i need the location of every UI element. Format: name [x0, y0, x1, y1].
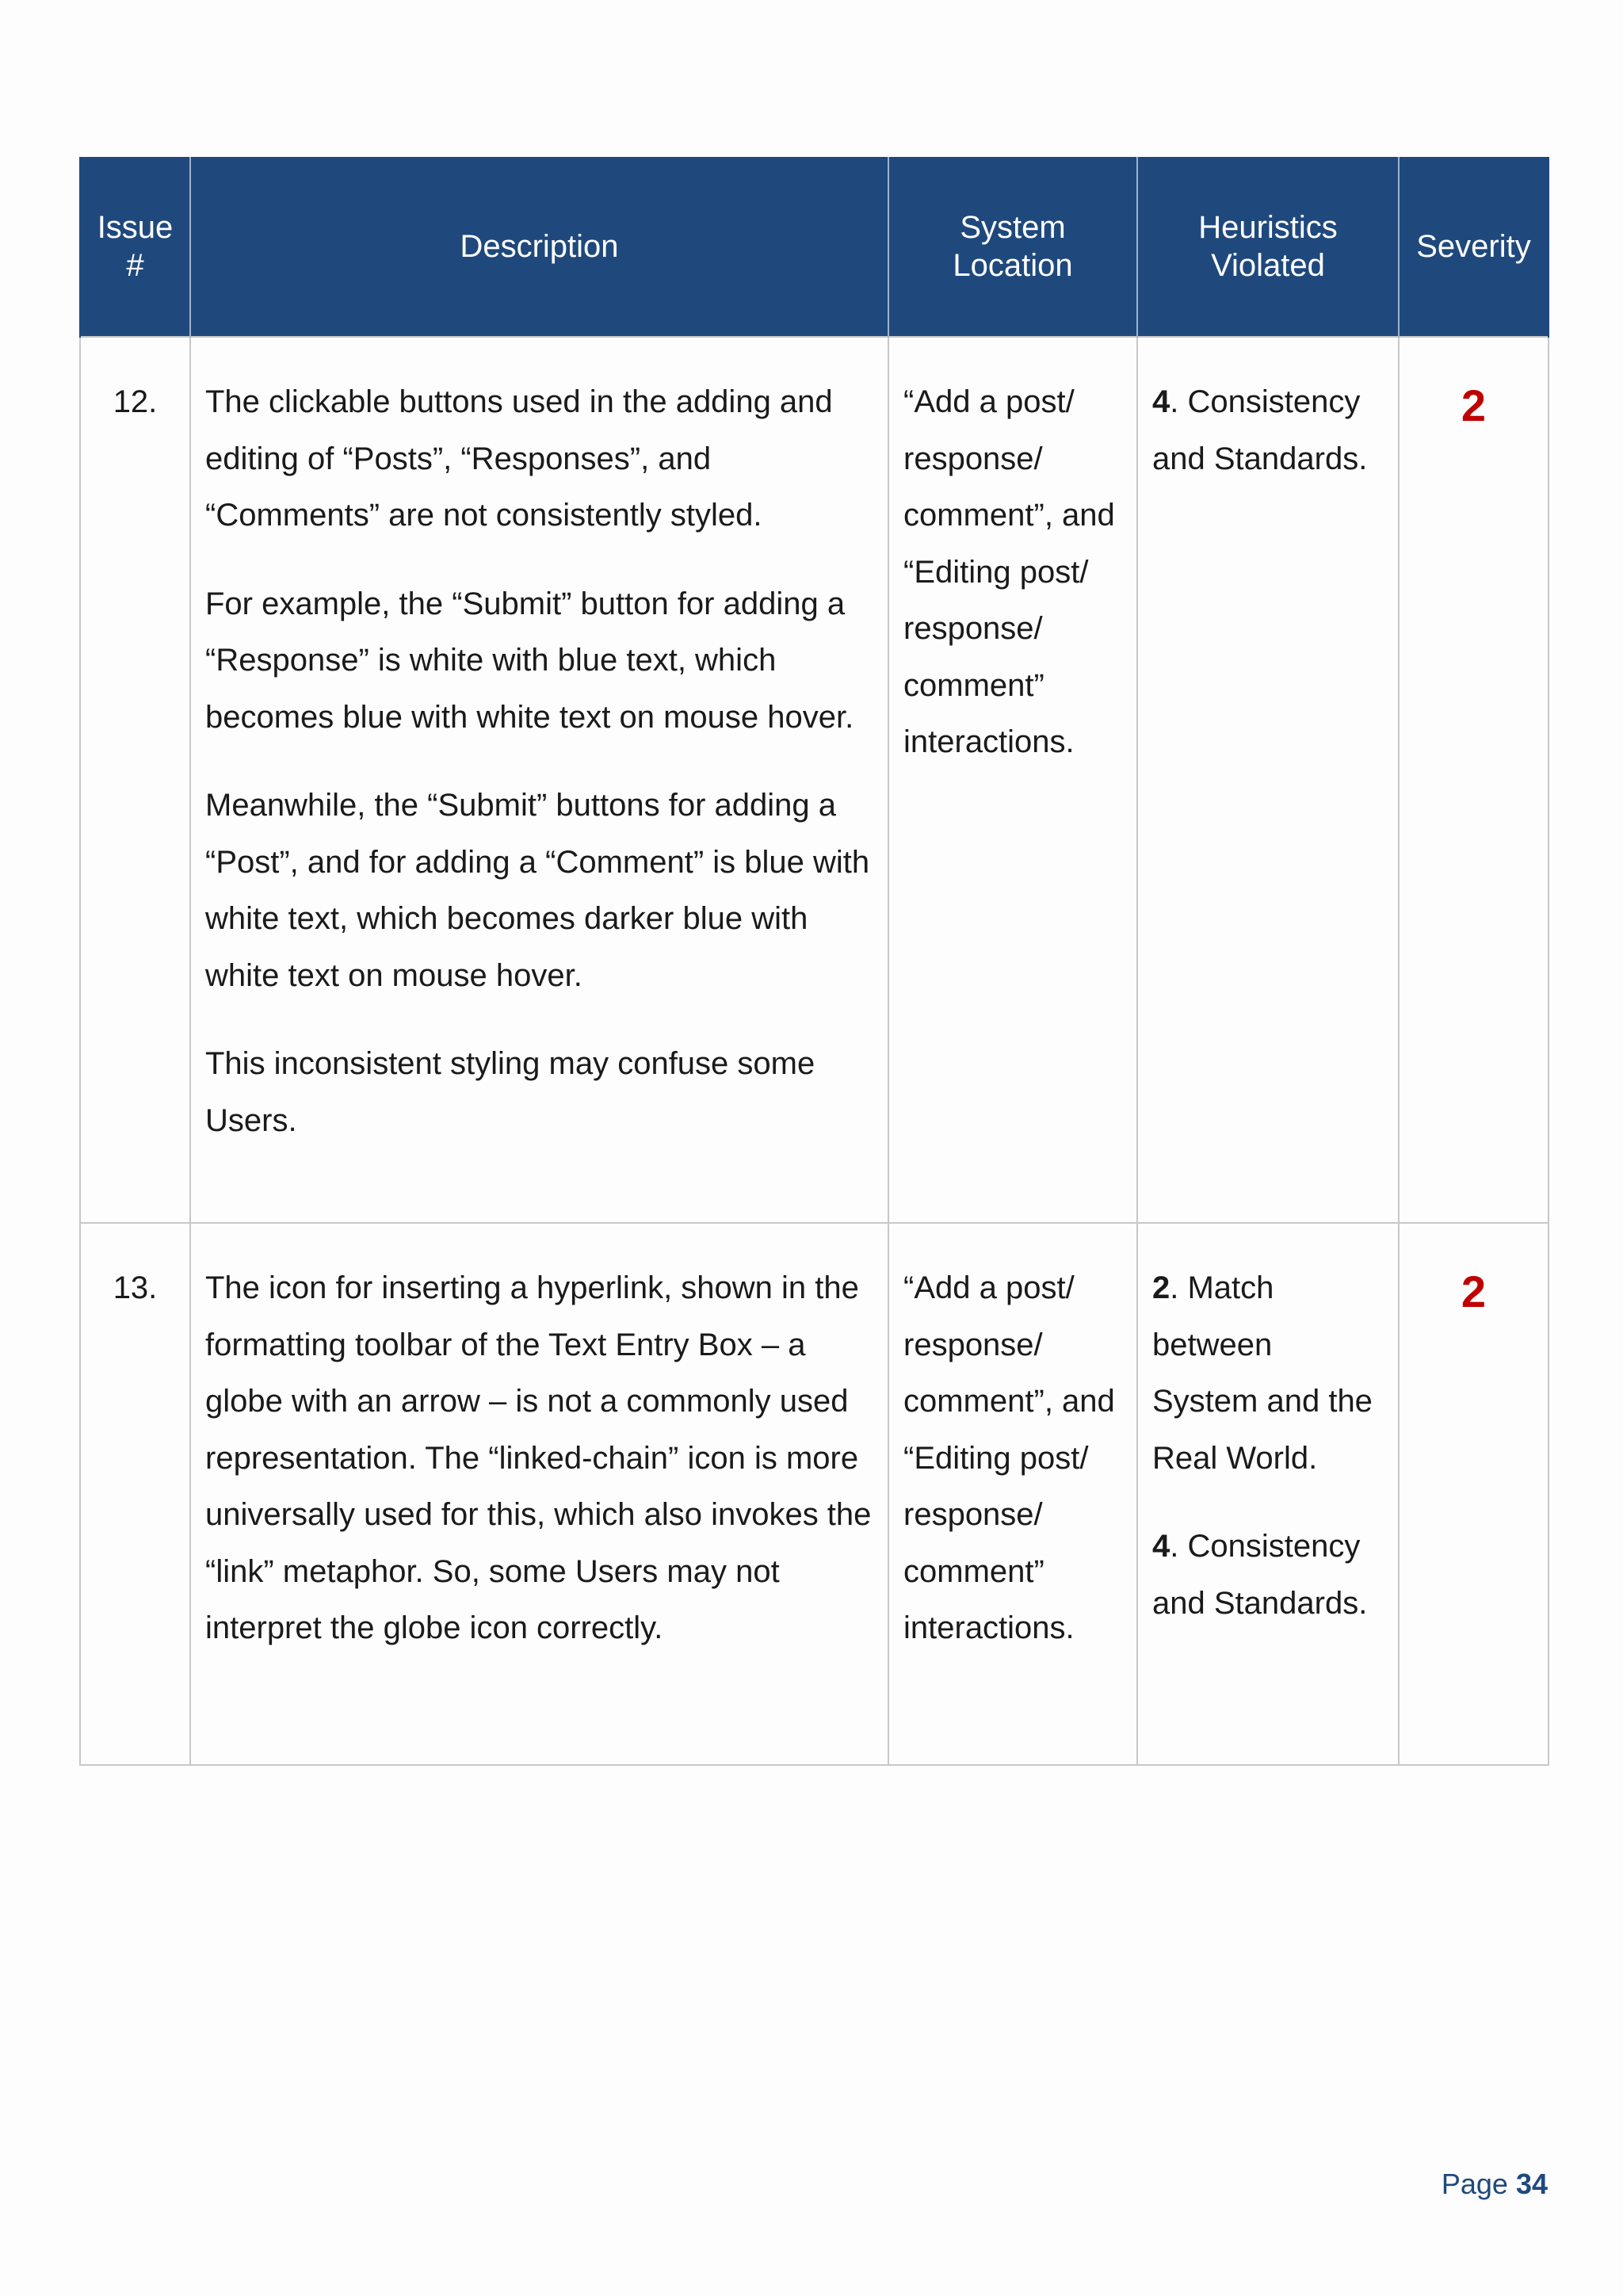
heuristic-name: . Match between System and the Real World.: [1152, 1270, 1373, 1476]
heuristic-name: . Consistency and Standards.: [1152, 384, 1368, 476]
header-location-line1: System: [960, 210, 1066, 245]
heuristic-number: 4: [1152, 384, 1170, 419]
header-severity: Severity: [1399, 157, 1549, 337]
heuristic-item: [1152, 1260, 1384, 1487]
description-paragraph: For example, the “Submit” button for adding a “Response” is white with blue text, which becomes blue with white text on mouse hover.: [205, 586, 854, 735]
heuristics-violated: [1137, 1223, 1399, 1765]
page-footer: [1442, 2168, 1548, 2201]
severity-rating: 2: [1399, 1223, 1549, 1765]
header-issue-label: Issue: [97, 210, 174, 245]
heuristic-issues-table: [79, 157, 1549, 1766]
header-heuristics-line1: Heuristics: [1198, 210, 1338, 245]
description-paragraph: The clickable buttons used in the adding and editing of “Posts”, “Responses”, and “Comments” are not consistently styled.: [205, 384, 833, 533]
issue-description: [190, 1223, 888, 1765]
issue-number: 12.: [80, 337, 190, 1223]
heuristic-number: 4: [1152, 1529, 1170, 1564]
table-header-row: [80, 157, 1549, 337]
header-system-location: [888, 157, 1137, 337]
description-paragraph: Meanwhile, the “Submit” buttons for adding a “Post”, and for adding a “Comment” is blue with white text, which becomes darker blue with white text on mouse hover.: [205, 788, 870, 993]
header-issue-number: [80, 157, 190, 337]
heuristic-item: [1152, 1519, 1384, 1632]
heuristic-number: 2: [1152, 1270, 1170, 1305]
table-row: [80, 337, 1549, 1223]
severity-rating: 2: [1399, 337, 1549, 1223]
description-paragraph: The icon for inserting a hyperlink, shown in the formatting toolbar of the Text Entry Box – a globe with an arrow – is not a commonly used representation. The “linked-chain” icon is more universally used for this, which also invokes the “link” metaphor. So, some Users may not interpret the globe icon correctly.: [205, 1270, 872, 1645]
system-location: “Add a post/ response/ comment”, and “Editing post/ response/ comment” interactions.: [888, 337, 1137, 1223]
header-location-line2: Location: [953, 248, 1073, 283]
page-label: Page: [1441, 2168, 1508, 2200]
header-description: Description: [190, 157, 888, 337]
header-issue-hash: #: [126, 248, 144, 283]
heuristic-name: . Consistency and Standards.: [1152, 1529, 1368, 1621]
heuristic-item: [1152, 374, 1384, 487]
issue-number: 13.: [80, 1223, 190, 1765]
table-row: [80, 1223, 1549, 1765]
header-heuristics-line2: Violated: [1211, 248, 1325, 283]
header-heuristics-violated: [1137, 157, 1399, 337]
description-paragraph: This inconsistent styling may confuse some Users.: [205, 1046, 815, 1138]
issue-description: [190, 337, 888, 1223]
page-number: 34: [1515, 2168, 1548, 2200]
system-location: “Add a post/ response/ comment”, and “Editing post/ response/ comment” interactions.: [888, 1223, 1137, 1765]
heuristics-violated: [1137, 337, 1399, 1223]
